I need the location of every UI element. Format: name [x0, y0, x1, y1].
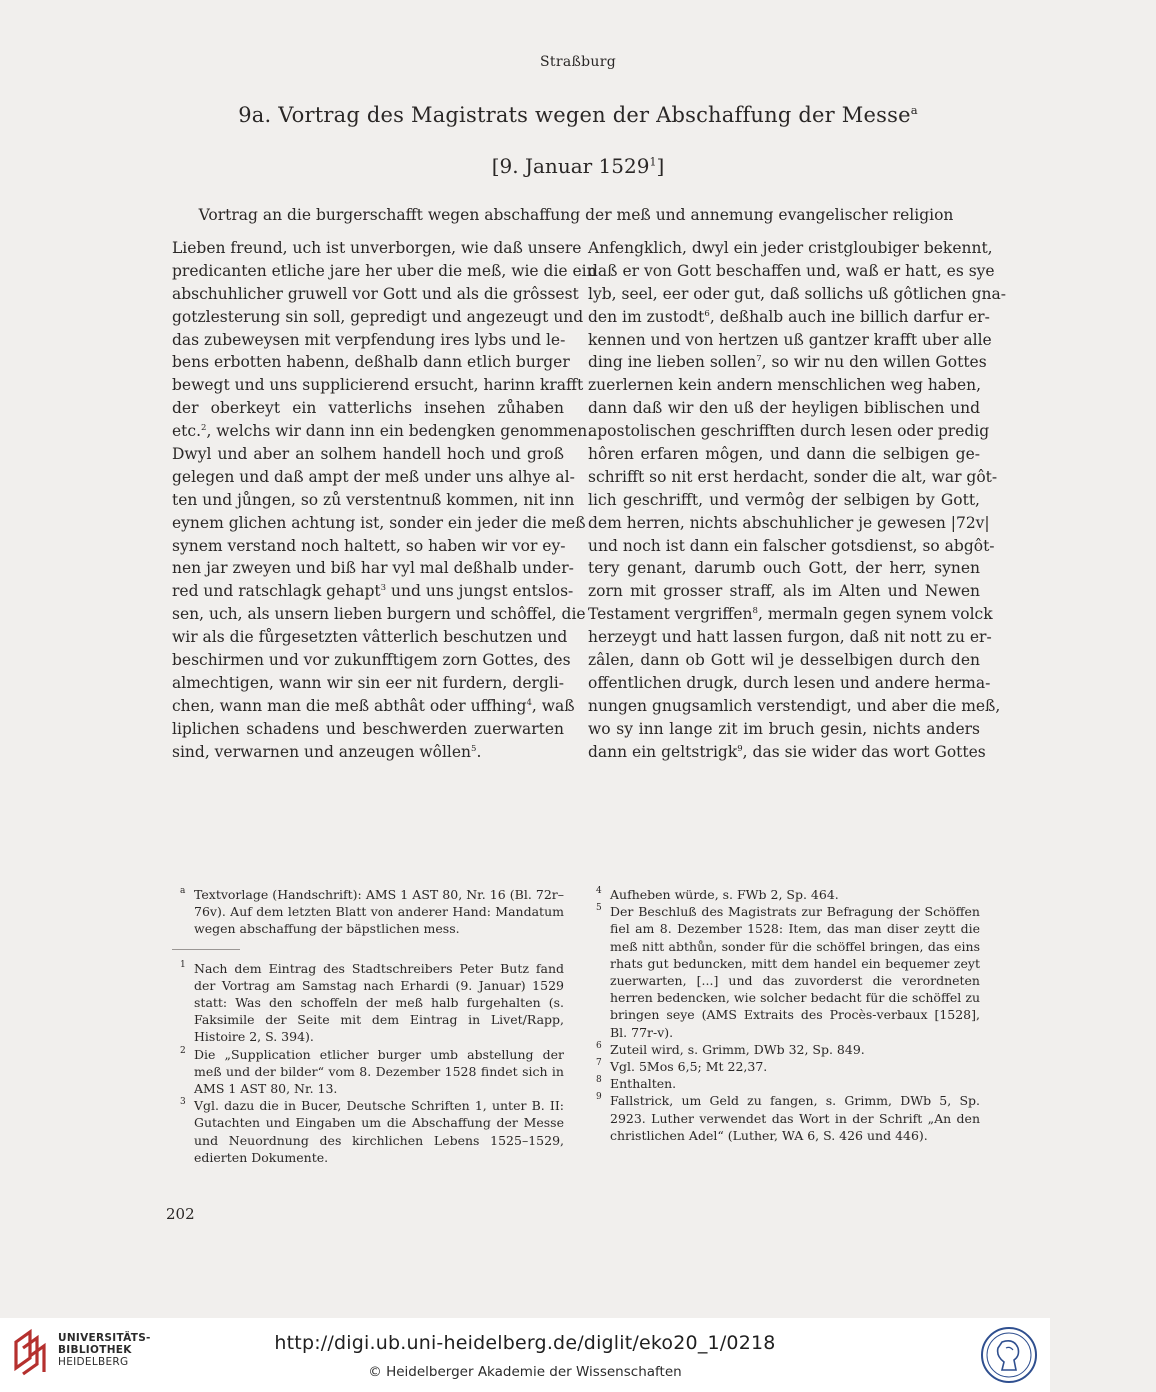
permalink-url[interactable]: http://digi.ub.uni-heidelberg.de/diglit/eko20_1/0218 — [274, 1332, 776, 1354]
footnote-text: Aufheben würde, s. FWb 2, Sp. 464. — [610, 887, 839, 902]
text-line: wo sy inn lange zit im bruch gesin, nichts anders — [588, 719, 980, 738]
footnote-text: Der Beschluß des Magistrats zur Befragung der Schöffen fiel am 8. Dezember 1528: Item, das man diser zeytt die meß nitt abthůn, sonder für die schöffel bringen, das eins rhats gut beduncken, mitt dem handel ein bequemer zeyt zuerwarten, [...] und das zuvorderst die verordneten herren bedencken, wie solcher bedacht für die schöffel zu bringen seye (AMS Extraits des Procès-verbaux [1528], Bl. 77r-v). — [610, 904, 980, 1040]
text-line: wir als die fůrgesetzten vâtterlich beschutzen und — [172, 628, 568, 647]
footnote — [172, 960, 564, 1046]
text-line: den im zustodt$^6$, deßhalb auch ine billich darfur er- — [588, 307, 990, 326]
text-line: eynem glichen achtung ist, sonder ein jeder die meß — [172, 513, 586, 532]
title-note-mark: a — [910, 103, 918, 117]
copyright-notice: © Heidelberger Akademie der Wissenschaften — [368, 1364, 682, 1380]
footnote-ref[interactable]: 4 — [526, 697, 532, 708]
footnote-ref[interactable]: 6 — [704, 308, 710, 319]
footnote-mark: 4 — [596, 886, 602, 896]
footnote-ref[interactable]: 7 — [756, 354, 762, 365]
document-date — [0, 154, 1156, 178]
footnote — [588, 1058, 980, 1075]
text-line: Lieben freund, uch ist unverborgen, wie daß unsere — [172, 239, 582, 257]
text-line: lyb, seel, eer oder gut, daß sollichs uß gôtlichen gna- — [588, 284, 1006, 303]
footnotes-right — [588, 886, 980, 1144]
text-line: nungen gnugsamlich verstendigt, und aber die meß, — [588, 696, 1001, 715]
footnote — [172, 1046, 564, 1098]
text-line: ding ine lieben sollen$^7$, so wir nu den willen Gottes — [588, 353, 987, 372]
text-line: dann ein geltstrigk$^9$, das sie wider das wort Gottes — [588, 742, 986, 761]
text-line: hôren erfaren môgen, und dann die selbigen ge- — [588, 445, 980, 464]
text-line: zorn mit grosser straff, als im Alten und Newen — [588, 582, 980, 601]
text-line: zuerlernen kein andern menschlichen weg haben, — [588, 376, 982, 395]
footnote-mark: 9 — [596, 1092, 602, 1103]
viewer-footer — [0, 1318, 1050, 1392]
academy-seal-icon[interactable] — [980, 1326, 1038, 1384]
text-line: Dwyl und aber an solhem handell hoch und groß — [172, 445, 564, 464]
text-line: zâlen, dann ob Gott wil je desselbigen durch den — [588, 651, 980, 670]
text-line: kennen und von hertzen uß gantzer krafft uber alle — [588, 330, 992, 349]
title-text: 9a. Vortrag des Magistrats wegen der Abschaffung der Messe — [238, 103, 911, 127]
footnote-ref[interactable]: 9 — [737, 743, 743, 754]
footnote — [588, 903, 980, 1041]
footnote — [588, 1092, 980, 1144]
footnote-mark: a — [180, 886, 186, 896]
text-line: apostolischen geschrifften durch lesen oder predig — [588, 422, 990, 441]
footnote-ref[interactable]: 2 — [201, 422, 207, 433]
text-line: etc.$^2$, welchs wir dann inn ein bedengken genommen. — [172, 422, 593, 441]
text-line: der oberkeyt ein vatterlichs insehen zůhaben — [172, 399, 564, 418]
text-line: herzeygt und hatt lassen furgon, daß nit nott zu er- — [588, 628, 992, 647]
text-line: dann daß wir den uß der heyligen biblischen und — [588, 399, 980, 418]
footnote-text: Zuteil wird, s. Grimm, DWb 32, Sp. 849. — [610, 1041, 865, 1057]
text-line: chen, wann man die meß abthât oder uffhing$^4$, waß — [172, 696, 575, 715]
text-line: das zubeweysen mit verpfendung ires lybs und le- — [172, 330, 566, 349]
footnote-text: Textvorlage (Handschrift): AMS 1 AST 80, Nr. 16 (Bl. 72r–76v). Auf dem letzten Blatt von anderer Hand: Mandatum wegen abschaffung der bäpstlichen mess. — [194, 887, 564, 937]
text-line: synem verstand noch haltett, so haben wir vor ey- — [172, 536, 566, 555]
university-library-name[interactable]: UNIVERSITÄTS- BIBLIOTHEK HEIDELBERG — [58, 1332, 151, 1368]
page-number: 202 — [166, 1205, 195, 1223]
footnote-mark: 1 — [180, 959, 186, 970]
text-line: nen jar zweyen und biß har vyl mal deßhalb under- — [172, 559, 574, 578]
text-line: dem herren, nichts abschuhlicher je gewesen |72v| — [588, 513, 990, 532]
text-line: Testament vergriffen$^8$, mermaln gegen synem volck — [588, 605, 993, 624]
footnote-divider — [172, 949, 240, 950]
text-line: gotzlesterung sin soll, gepredigt und angezeugt und — [172, 307, 584, 326]
text-line: gelegen und daß ampt der meß under uns alhye al- — [172, 467, 575, 486]
text-line: bens erbotten habenn, deßhalb dann etlich burger — [172, 353, 570, 372]
running-head: Straßburg — [540, 54, 616, 70]
document-title — [0, 103, 1156, 127]
footnote — [588, 886, 980, 903]
footnotes-left — [172, 886, 564, 1166]
footnote-ref[interactable]: 8 — [752, 606, 758, 617]
text-line: schrifft so nit erst herdacht, sonder die alt, war gôt- — [588, 467, 998, 486]
footnote — [588, 1075, 980, 1092]
text-line: sind, verwarnen und anzeugen wôllen$^5$. — [172, 742, 482, 761]
text-line: red und ratschlagk gehapt$^3$ und uns jungst entslos- — [172, 582, 574, 601]
footnote-mark: 3 — [180, 1097, 186, 1108]
text-line: almechtigen, wann wir sin eer nit furdern, dergli- — [172, 673, 564, 692]
footnote-text: Fallstrick, um Geld zu fangen, s. Grimm, DWb 5, Sp. 2923. Luther verwendet das Wort in der Schrift „An den christlichen Adel“ (Luther, WA 6, S. 426 und 446). — [610, 1093, 980, 1143]
document-subtitle: Vortrag an die burgerschafft wegen abschaffung der meß und annemung evangelischer religion — [198, 206, 954, 224]
text-line: ten und jůngen, so zů verstentnuß kommen, nit inn — [172, 490, 575, 509]
footnotes-numeric — [172, 960, 564, 1166]
text-line: offentlichen drugk, durch lesen und andere herma- — [588, 673, 991, 692]
footnote-ref[interactable]: 3 — [380, 583, 387, 594]
footnote — [588, 1041, 980, 1058]
text-line: bewegt und uns supplicierend ersucht, harinn krafft — [172, 376, 584, 395]
footnote — [172, 1097, 564, 1166]
date-text: [9. Januar 1529 — [491, 154, 650, 178]
text-line: daß er von Gott beschaffen und, waß er hatt, es sye — [588, 261, 995, 280]
text-line: abschuhlicher gruwell vor Gott und als die grôssest — [172, 284, 579, 303]
footnote-mark: 7 — [596, 1058, 602, 1069]
text-line: tery genant, darumb ouch Gott, der herr, synen — [588, 559, 980, 578]
footnote-text: Vgl. dazu die in Bucer, Deutsche Schriften 1, unter B. II: Gutachten und Eingaben um die Abschaffung der Messe und Neuordnung des kirchlichen Lebens 1525–1529, edierten Dokumente. — [194, 1098, 564, 1165]
body-column-left — [172, 237, 597, 763]
text-line: liplichen schadens und beschwerden zuerwarten — [172, 719, 564, 738]
text-line: Anfengklich, dwyl ein jeder cristgloubiger bekennt, — [588, 239, 993, 257]
footnote-mark: 2 — [180, 1045, 186, 1056]
text-line: predicanten etliche jare her uber die meß, wie die ein — [172, 261, 597, 280]
footnote-mark: 5 — [596, 903, 602, 914]
footnote-ref[interactable]: 5 — [471, 743, 477, 754]
text-line: lich geschrifft, und vermôg der selbigen by Gott, — [588, 490, 980, 509]
body-column-right — [588, 237, 1006, 763]
footnote-mark: 8 — [596, 1075, 602, 1086]
footnote — [172, 886, 564, 938]
text-line: und noch ist dann ein falscher gotsdienst, so abgôt- — [588, 536, 995, 555]
footnote-text: Vgl. 5Mos 6,5; Mt 22,37. — [610, 1059, 768, 1075]
date-note-mark: 1 — [649, 155, 657, 169]
text-line: sen, uch, als unsern lieben burgern und schôffel, die — [172, 605, 586, 624]
text-line: beschirmen und vor zukunfftigem zorn Gottes, des — [172, 651, 571, 670]
footnotes-alpha — [172, 886, 564, 938]
date-close: ] — [656, 154, 665, 178]
footnote-text: Die „Supplication etlicher burger umb abstellung der meß und der bilder“ vom 8. Dezember 1528 findet sich in AMS 1 AST 80, Nr. 13. — [194, 1046, 564, 1097]
footnote-text: Nach dem Eintrag des Stadtschreibers Peter Butz fand der Vortrag am Samstag nach Erhardi (9. Januar) 1529 statt: Was den schoffeln der meß halb furgehalten (s. Faksimile der Seite mit dem Eintrag in Livet/Rapp, Histoire 2, S. 394). — [194, 960, 564, 1045]
footnote-mark: 6 — [596, 1040, 602, 1051]
footnote-text: Enthalten. — [610, 1076, 677, 1092]
